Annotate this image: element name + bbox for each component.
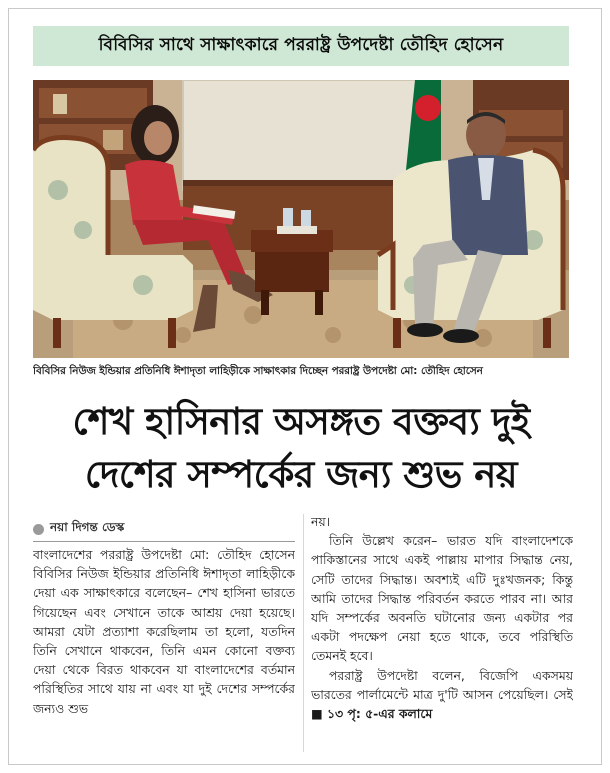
photo-caption: বিবিসির নিউজ ইন্ডিয়ার প্রতিনিধি ঈশাদৃতা লাহিড়ীকে সাক্ষাৎকার দিচ্ছেন পররাষ্ট্র উপদেষ্টা মো: তৌহিদ হোসেন — [33, 365, 483, 377]
headline — [28, 395, 574, 501]
body-continuation: নয়। — [311, 514, 331, 529]
interview-photo — [33, 80, 569, 358]
column-divider — [303, 514, 304, 752]
body-column-left — [33, 541, 295, 756]
body-paragraph: তিনি উল্লেখ করেন– ভারত যদি বাংলাদেশকে পাকিস্তানের সাথে একই পাল্লায় মাপার সিদ্ধান্ত নেয়, সেটি তাদের সিদ্ধান্ত। অবশ্যই এটি দুঃখজনক; কিন্তু আমি তাদের সিদ্ধান্ত পরিবর্তন করতে পারব না। আর যদি সম্পর্কের অবনতি ঘটানোর জন্য একটার পর একটা পদক্ষেপ নেয়া হতে থাকে, তবে পরিস্থিতি তেমনই হবে। — [311, 533, 573, 664]
body-paragraph — [311, 666, 573, 724]
kicker-banner: বিবিসির সাথে সাক্ষাৎকারে পররাষ্ট্র উপদেষ্টা তৌহিদ হোসেন — [33, 26, 569, 66]
bullet-icon — [33, 524, 44, 535]
body-column-right — [311, 512, 573, 756]
byline-text: নয়া দিগন্ত ডেস্ক — [50, 520, 125, 534]
body-text: পররাষ্ট্র উপদেষ্টা বলেন, বিজেপি একসময় ভারতের পার্লামেন্টে মাত্র দু'টি আসন পেয়েছিল। সেই — [311, 667, 573, 702]
headline-line-1: শেখ হাসিনার অসঙ্গত বক্তব্য দুই — [72, 400, 530, 443]
byline — [33, 520, 124, 538]
body-paragraph: বাংলাদেশের পররাষ্ট্র উপদেষ্টা মো: তৌহিদ হোসেন বিবিসির নিউজ ইন্ডিয়ার প্রতিনিধি ঈশাদৃতা লাহিড়ীকে দেয়া এক সাক্ষাৎকারে বলেছেন– শেখ হাসিনা ভারতে গিয়েছেন এবং সেখানে তাকে আশ্রয় দেয়া হয়েছে। আমরা যেটা প্রত্যাশা করেছিলাম তা হলো, যতদিন তিনি সেখানে থাকবেন, তিনি এমন কোনো বক্তব্য দেয়া থেকে বিরত থাকবেন যা বাংলাদেশের বর্তমান পরিস্থিতির সাথে যায় না এবং যা দুই দেশের সম্পর্কের জন্যও শুভ — [33, 547, 295, 716]
continued-on-page-link[interactable]: ■ ১৩ পৃ: ৫-এর কলামে — [311, 706, 433, 722]
headline-line-2: দেশের সম্পর্কের জন্য শুভ নয় — [84, 453, 518, 496]
